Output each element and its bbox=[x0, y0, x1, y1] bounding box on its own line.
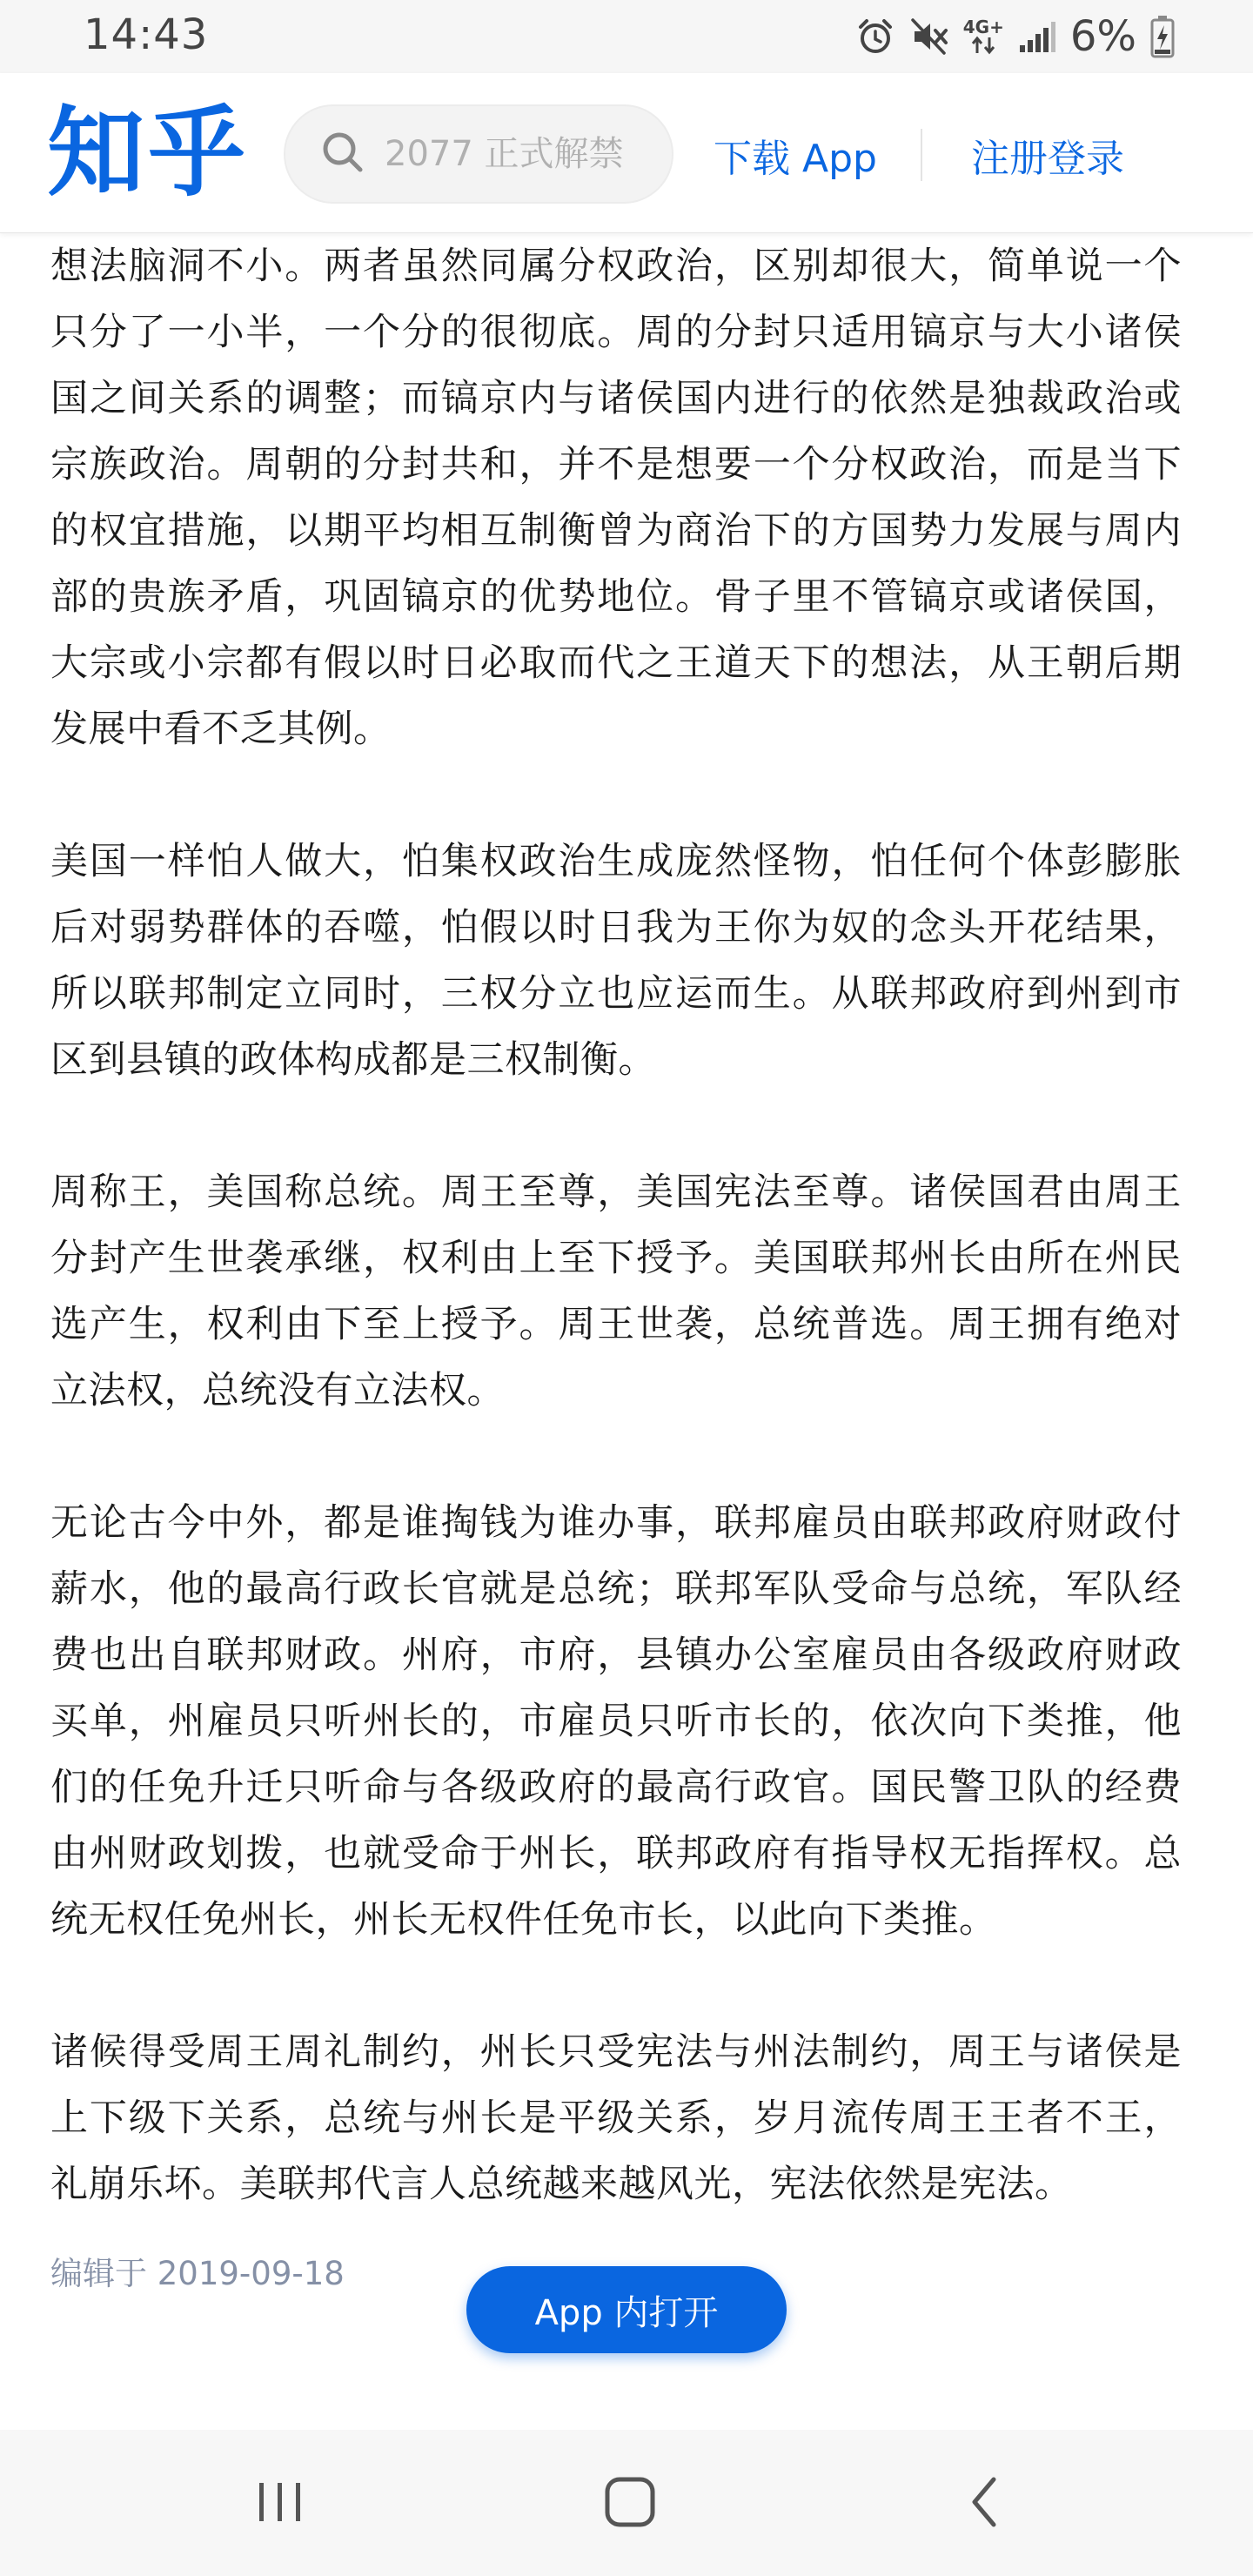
zhihu-logo[interactable]: 知乎 bbox=[47, 97, 249, 210]
edit-date: 编辑于 2019-09-18 bbox=[50, 2255, 345, 2292]
open-in-app-button[interactable]: App 内打开 bbox=[466, 2266, 787, 2353]
status-icons bbox=[855, 12, 1175, 61]
back-icon bbox=[964, 2474, 1002, 2533]
paragraph-3: 周称王，美国称总统。周王至尊，美国宪法至尊。诸侯国君由周王分封产生世袭承继，权利由上至下授予。美国联邦州长由所在州民选产生，权利由下至上授予。周王世袭，总统普选。周王拥有绝对立法权，总统没有立法权。 bbox=[50, 1171, 1182, 1412]
paragraph-2: 美国一样怕人做大，怕集权政治生成庞然怪物，怕任何个体彭膨胀后对弱势群体的吞噬，怕假以时日我为王你为奴的念头开花结果，所以联邦制定立同时，三权分立也应运而生。从联邦政府到州到市区到县镇的政体构成都是三权制衡。 bbox=[50, 840, 1182, 1082]
battery-charging-icon bbox=[1150, 15, 1175, 58]
search-icon bbox=[320, 130, 365, 178]
recent-apps-icon bbox=[254, 2478, 306, 2530]
search-box[interactable] bbox=[284, 104, 673, 204]
status-time: 14:43 bbox=[84, 10, 209, 59]
register-login-link[interactable]: 注册登录 bbox=[971, 137, 1124, 181]
site-header bbox=[0, 73, 1253, 233]
signal-icon bbox=[1018, 19, 1056, 54]
navigation-bar bbox=[0, 2430, 1253, 2576]
recent-apps-button[interactable] bbox=[228, 2465, 332, 2543]
paragraph-4: 无论古今中外，都是谁掏钱为谁办事，联邦雇员由联邦政府财政付薪水，他的最高行政长官就是总统；联邦军队受命与总统，军队经费也出自联邦财政。州府，市府，县镇办公室雇员由各级政府财政买单，州雇员只听州长的，市雇员只听市长的，依次向下类推，他们的任免升迁只听命与各级政府的最高行政官。国民警卫队的经费由州财政划拨，也就受命于州长，联邦政府有指导权无指挥权。总统无权任免州长，州长无权件任免市长，以此向下类推。 bbox=[50, 1501, 1182, 1942]
alarm-icon bbox=[855, 17, 895, 57]
mute-icon bbox=[909, 17, 949, 57]
back-button[interactable] bbox=[931, 2465, 1035, 2543]
header-divider bbox=[921, 129, 922, 181]
search-input[interactable] bbox=[385, 134, 646, 174]
status-bar bbox=[0, 0, 1253, 73]
network-label: 4G+ bbox=[962, 17, 1004, 37]
home-button[interactable] bbox=[578, 2465, 682, 2543]
battery-percent: 6% bbox=[1069, 12, 1136, 61]
data-arrows-icon bbox=[970, 36, 996, 55]
home-icon bbox=[602, 2474, 658, 2533]
paragraph-1: 想法脑洞不小。两者虽然同属分权政治，区别却很大，简单说一个只分了一小半，一个分的很彻底。周的分封只适用镐京与大小诸侯国之间关系的调整；而镐京内与诸侯国内进行的依然是独裁政治或宗族政治。周朝的分封共和，并不是想要一个分权政治，而是当下的权宜措施，以期平均相互制衡曾为商治下的方国势力发展与周内部的贵族矛盾，巩固镐京的优势地位。骨子里不管镐京或诸侯国，大宗或小宗都有假以时日必取而代之王道天下的想法，从王朝后期发展中看不乏其例。 bbox=[50, 245, 1182, 751]
paragraph-5: 诸候得受周王周礼制约，州长只受宪法与州法制约，周王与诸侯是上下级下关系，总统与州长是平级关系，岁月流传周王王者不王，礼崩乐坏。美联邦代言人总统越来越风光，宪法依然是宪法。 bbox=[50, 2030, 1182, 2206]
answer-content bbox=[50, 233, 1182, 2294]
network-type bbox=[963, 18, 1004, 55]
download-app-link[interactable]: 下载 App bbox=[714, 137, 877, 181]
